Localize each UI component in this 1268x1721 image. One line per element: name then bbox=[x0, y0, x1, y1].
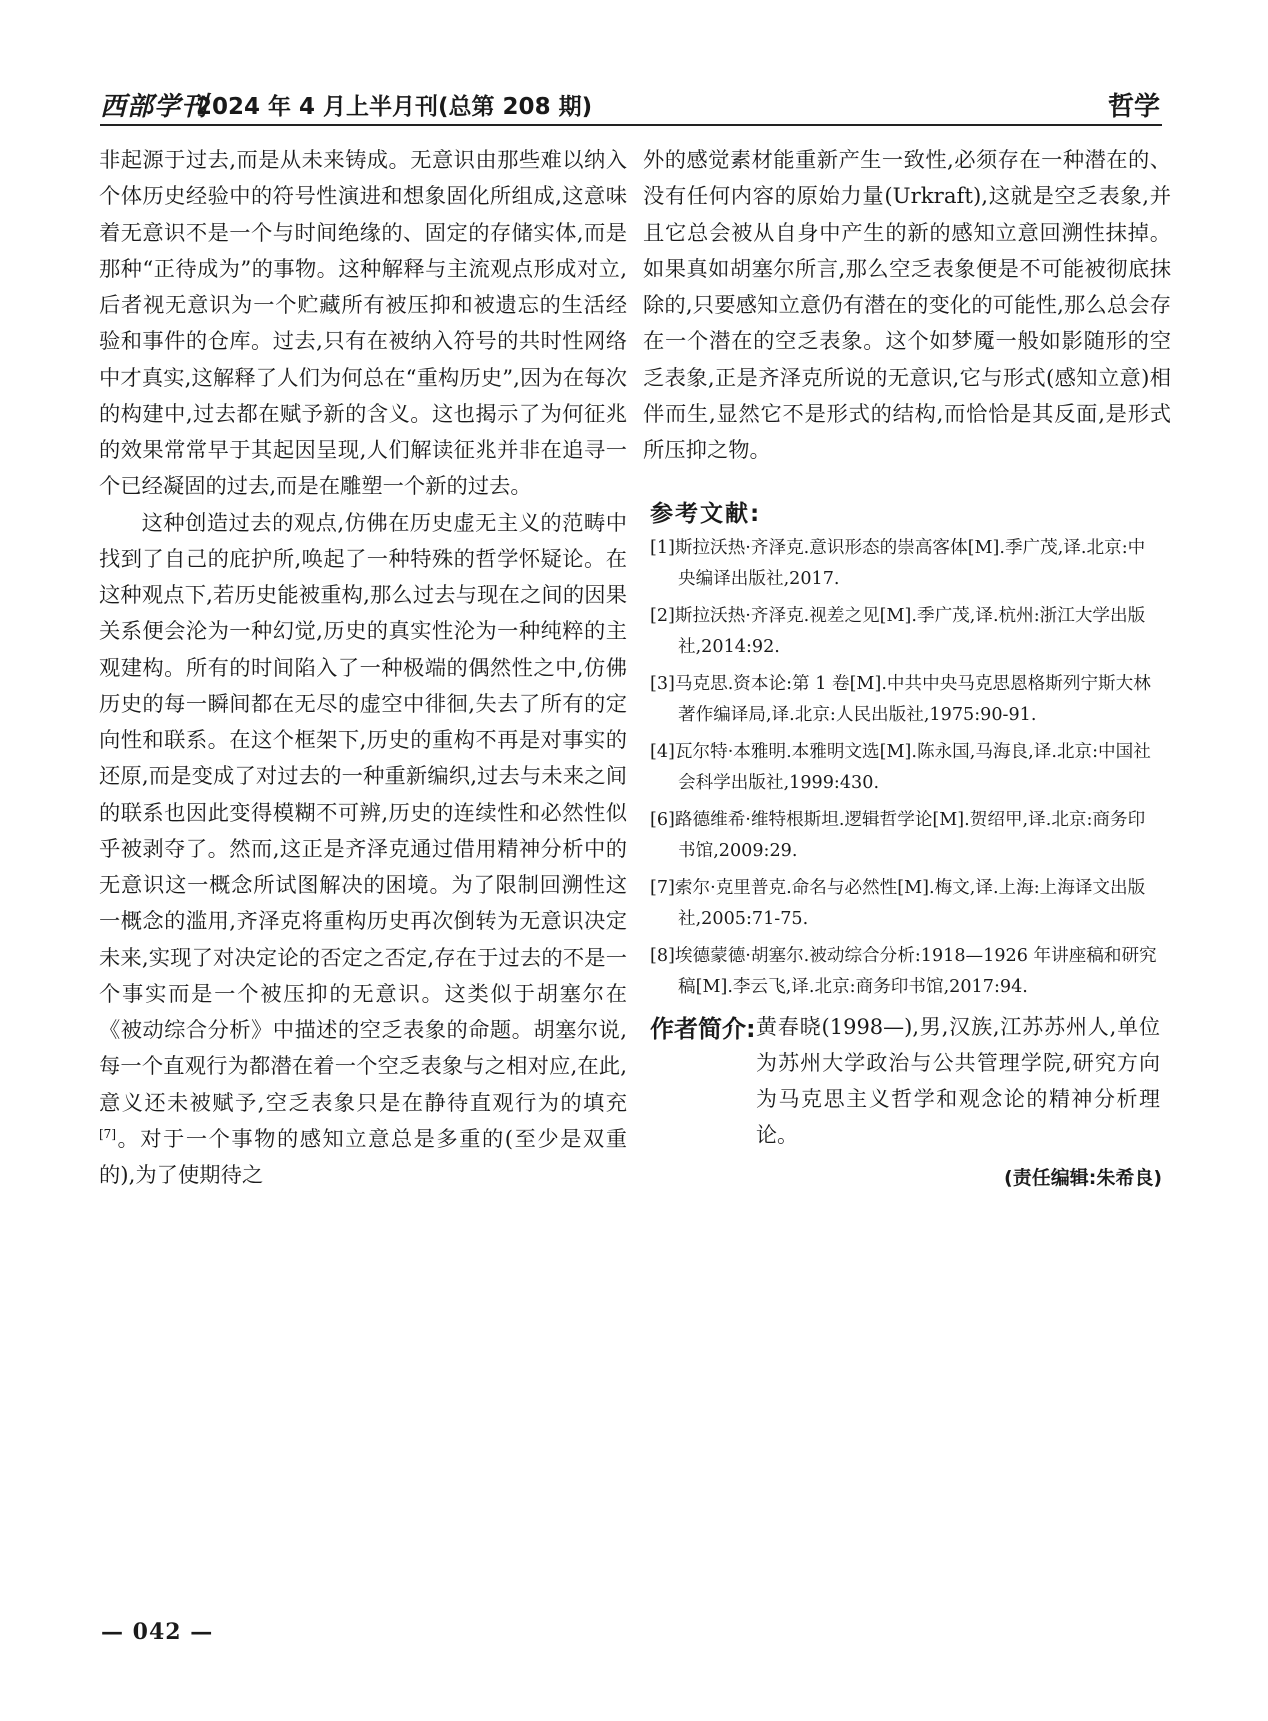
body-paragraph bbox=[99, 506, 627, 1195]
reference-text: 索尔·克里普克.命名与必然性[M].梅文,译.上海:上海译文出版社,2005:71-75. bbox=[674, 878, 1146, 929]
reference-text: 马克思.资本论:第 1 卷[M].中共中央马克思恩格斯列宁斯大林著作编译局,译.北京:人民出版社,1975:90-91. bbox=[674, 674, 1151, 725]
right-column bbox=[643, 143, 1171, 469]
reference-text: 斯拉沃热·齐泽克.视差之见[M].季广茂,译.杭州:浙江大学出版社,2014:92. bbox=[674, 606, 1146, 657]
reference-number: [7] bbox=[650, 878, 675, 898]
references-list bbox=[650, 533, 1160, 1009]
reference-number: [2] bbox=[650, 606, 675, 626]
reference-item bbox=[650, 873, 1160, 935]
reference-text: 埃德蒙德·胡塞尔.被动综合分析:1918—1926 年讲座稿和研究稿[M].李云飞,译.北京:商务印书馆,2017:94. bbox=[674, 946, 1157, 997]
journal-logo: 西部学刊 bbox=[100, 92, 209, 122]
reference-text: 瓦尔特·本雅明.本雅明文选[M].陈永国,马海良,译.北京:中国社会科学出版社,1999:430. bbox=[674, 742, 1151, 793]
paragraph-text: 这种创造过去的观点,仿佛在历史虚无主义的范畴中找到了自己的庇护所,唤起了一种特殊的哲学怀疑论。在这种观点下,若历史能被重构,那么过去与现在之间的因果关系便会沦为一种幻觉,历史的真实性沦为一种纯粹的主观建构。所有的时间陷入了一种极端的偶然性之中,仿佛历史的每一瞬间都在无尽的虚空中徘徊,失去了所有的定向性和联系。在这个框架下,历史的重构不再是对事实的还原,而是变成了对过去的一种重新编织,过去与未来之间的联系也因此变得模糊不可辨,历史的连续性和必然性似乎被剥夺了。然而,这正是齐泽克通过借用精神分析中的无意识这一概念所试图解决的困境。为了限制回溯性这一概念的滥用,齐泽克将重构历史再次倒转为无意识决定未来,实现了对决定论的否定之否定,存在于过去的不是一个事实而是一个被压抑的无意识。这类似于胡塞尔在《被动综合分析》中描述的空乏表象的命题。胡塞尔说,每一个直观行为都潜在着一个空乏表象与之相对应,在此,意义还未被赋予,空乏表象只是在静待直观行为的填充 bbox=[99, 510, 627, 1116]
body-paragraph: 非起源于过去,而是从未来铸成。无意识由那些难以纳入个体历史经验中的符号性演进和想象固化所组成,这意味着无意识不是一个与时间绝缘的、固定的存储实体,而是那种“正待成为”的事物。这种解释与主流观点形成对立,后者视无意识为一个贮藏所有被压抑和被遗忘的生活经验和事件的仓库。过去,只有在被纳入符号的共时性网络中才真实,这解释了人们为何总在“重构历史”,因为在每次的构建中,过去都在赋予新的含义。这也揭示了为何征兆的效果常常早于其起因呈现,人们解读征兆并非在追寻一个已经凝固的过去,而是在雕塑一个新的过去。 bbox=[99, 148, 627, 500]
reference-number: [3] bbox=[650, 674, 675, 694]
citation-mark[interactable]: [7] bbox=[99, 1126, 116, 1141]
responsible-editor: (责任编辑:朱希良) bbox=[1004, 1167, 1162, 1189]
reference-item bbox=[650, 533, 1160, 595]
author-text: 黄春晓(1998—),男,汉族,江苏苏州人,单位为苏州大学政治与公共管理学院,研究方向为马克思主义哲学和观念论的精神分析理论。 bbox=[756, 1015, 1160, 1147]
reference-number: [4] bbox=[650, 742, 675, 762]
paragraph-text: 。对于一个事物的感知立意总是多重的(至少是双重的),为了使期待之 bbox=[99, 1126, 627, 1188]
references-title: 参考文献: bbox=[650, 501, 762, 527]
reference-text: 路德维希·维特根斯坦.逻辑哲学论[M].贺绍甲,译.北京:商务印书馆,2009:29. bbox=[674, 810, 1146, 861]
reference-number: [1] bbox=[650, 538, 675, 558]
reference-item bbox=[650, 805, 1160, 867]
reference-text: 斯拉沃热·齐泽克.意识形态的崇高客体[M].季广茂,译.北京:中央编译出版社,2017. bbox=[674, 538, 1146, 589]
reference-item bbox=[650, 941, 1160, 1003]
reference-number: [6] bbox=[650, 810, 675, 830]
left-column bbox=[99, 143, 627, 1194]
issue-info: 2024 年 4 月上半月刊(总第 208 期) bbox=[196, 94, 593, 120]
author-label: 作者简介: bbox=[650, 1015, 756, 1043]
reference-item bbox=[650, 669, 1160, 731]
reference-item bbox=[650, 601, 1160, 663]
reference-number: [8] bbox=[650, 946, 675, 966]
body-paragraph: 外的感觉素材能重新产生一致性,必须存在一种潜在的、没有任何内容的原始力量(Urkraft),这就是空乏表象,并且它总会被从自身中产生的新的感知立意回溯性抹掉。如果真如胡塞尔所言,那么空乏表象便是不可能被彻底抹除的,只要感知立意仍有潜在的变化的可能性,那么总会存在一个潜在的空乏表象。这个如梦魇一般如影随形的空乏表象,正是齐泽克所说的无意识,它与形式(感知立意)相伴而生,显然它不是形式的结构,而恰恰是其反面,是形式所压抑之物。 bbox=[643, 148, 1171, 463]
page-number: — 042 — bbox=[101, 1619, 214, 1645]
section-title: 哲学 bbox=[1107, 92, 1160, 122]
page-header bbox=[100, 84, 1162, 126]
reference-item bbox=[650, 737, 1160, 799]
